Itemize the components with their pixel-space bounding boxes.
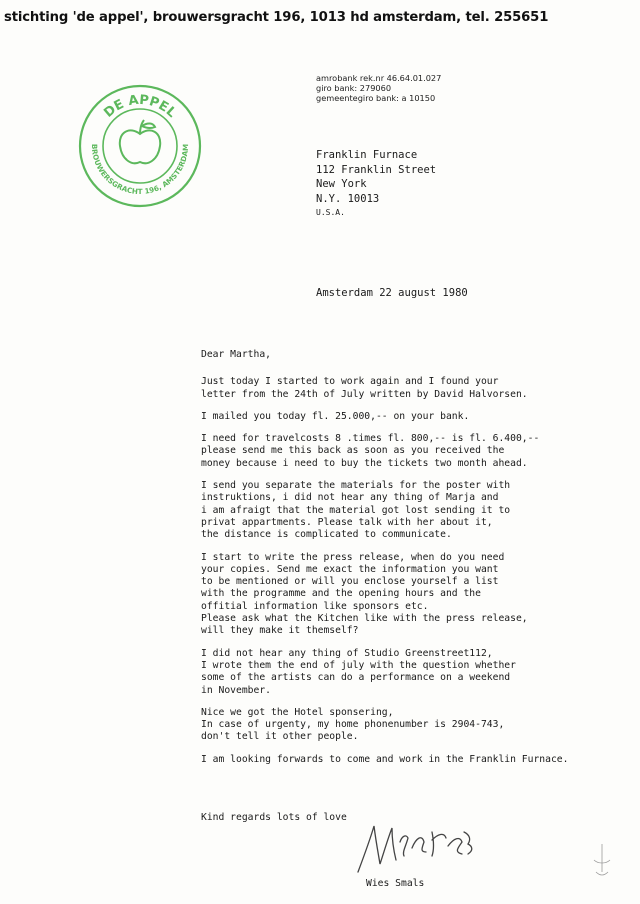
body-paragraph (201, 433, 631, 470)
body-paragraph (201, 480, 631, 541)
body-line: I am looking forwards to come and work in the Franklin Furnace. (201, 753, 569, 765)
body-paragraph (201, 411, 631, 423)
letter-date: Amsterdam 22 august 1980 (316, 287, 468, 299)
body-paragraph (201, 648, 631, 697)
body-paragraph (201, 707, 631, 744)
body-line: with the programme and the opening hours and the (201, 588, 481, 600)
body-line: money because i need to buy the tickets two month ahead. (201, 457, 528, 469)
address-line: 112 Franklin Street (316, 163, 437, 176)
signer-name: Wies Smals (366, 878, 425, 889)
body-line: I send you separate the materials for the poster with (201, 480, 511, 492)
de-appel-seal (78, 84, 202, 208)
bank-line: giro bank: 279060 (316, 83, 392, 93)
address-line: Franklin Furnace (316, 149, 418, 161)
body-line: I need for travelcosts 8 .times fl. 800,-- is fl. 6.400,-- (201, 433, 540, 445)
body-line: I mailed you today fl. 25.000,-- on your bank. (201, 410, 470, 422)
body-line: your copies. Send me exact the information you want (201, 563, 499, 575)
body-line: letter from the 24th of July written by David Halvorsen. (201, 388, 528, 400)
body-line: privat appartments. Please talk with her about it, (201, 516, 493, 528)
address-line: U.S.A. (316, 208, 345, 217)
letterhead: stichting 'de appel', brouwersgracht 196, 1013 hd amsterdam, tel. 255651 (4, 10, 549, 25)
address-line: New York (316, 178, 367, 190)
body-line: Nice we got the Hotel sponsering, (201, 706, 394, 718)
bank-line: amrobank rek.nr 46.64.01.027 (316, 73, 442, 83)
address-line: N.Y. 10013 (316, 192, 380, 205)
seal-bottom-text: BROUWERSGRACHT 196, AMSTERDAM (89, 143, 191, 197)
body-line: I wrote them the end of july with the question whether (201, 659, 516, 671)
body-line: the distance is complicated to communicate. (201, 529, 452, 541)
body-line: Just today I started to work again and I found your (201, 376, 499, 388)
body-paragraph (201, 754, 631, 766)
body-paragraph (201, 552, 631, 638)
body-paragraph (201, 376, 631, 401)
body-line: offitial information like sponsors etc. (201, 600, 429, 612)
body-line: Please ask what the Kitchen like with the press release, (201, 613, 528, 625)
body-line: I start to write the press release, when do you need (201, 551, 505, 563)
body-line: instruktions, i did not hear any thing of Marja and (201, 492, 499, 504)
recipient-address (316, 148, 436, 221)
body-line: to be mentioned or will you enclose yourself a list (201, 576, 499, 588)
body-line: In case of urgenty, my home phonenumber is 2904-743, (201, 719, 505, 731)
letter-body (201, 349, 631, 776)
salutation: Dear Martha, (201, 349, 271, 360)
seal-top-text: DE APPEL (101, 92, 179, 121)
body-line: don't tell it other people. (201, 731, 359, 743)
bank-line: gemeentegiro bank: a 10150 (316, 93, 436, 103)
body-line: please send me this back as soon as you received the (201, 445, 505, 457)
body-line: some of the artists can do a performance on a weekend (201, 672, 511, 684)
pencil-mark (590, 842, 614, 882)
handwritten-signature (350, 812, 480, 876)
bank-details (316, 73, 441, 103)
body-line: I did not hear any thing of Studio Greenstreet112, (201, 647, 493, 659)
body-line: i am afraigt that the material got lost sending it to (201, 504, 511, 516)
body-line: will they make it themself? (201, 625, 359, 637)
apple-icon (120, 120, 160, 163)
closing-line: Kind regards lots of love (201, 812, 347, 823)
body-line: in November. (201, 684, 271, 696)
